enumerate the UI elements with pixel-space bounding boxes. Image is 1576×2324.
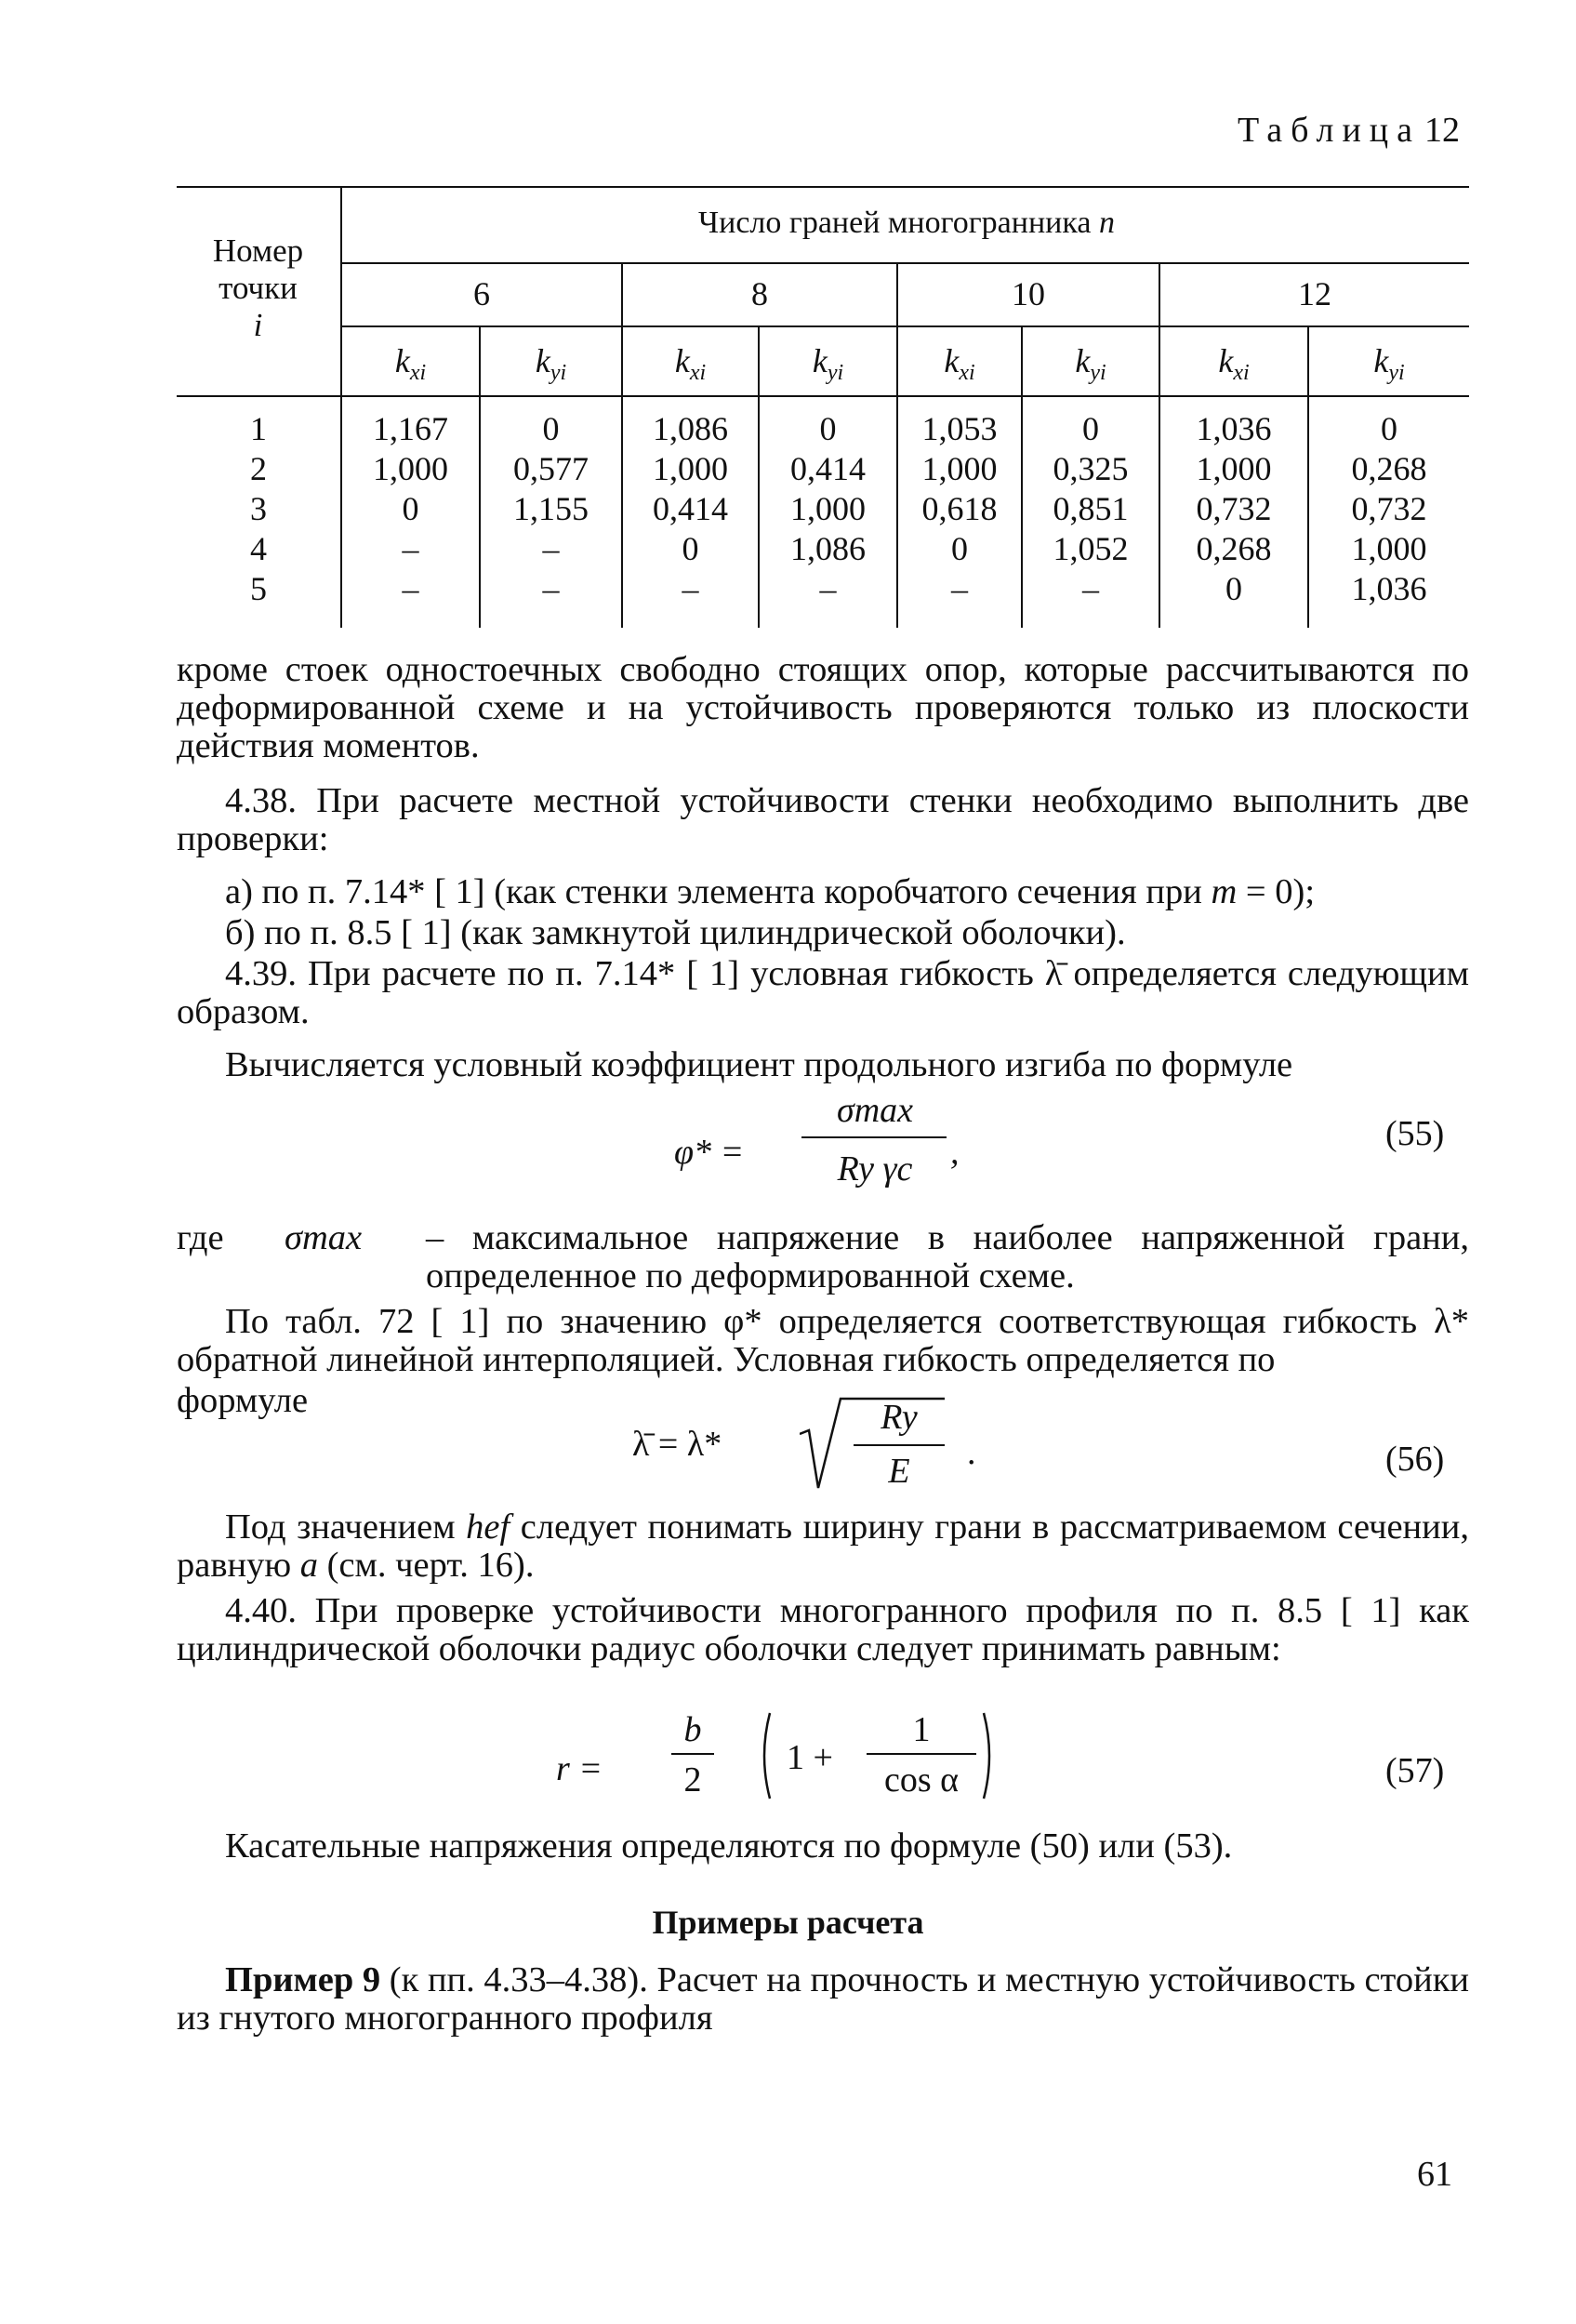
table-cell: 0 [1225,570,1242,607]
table-cell: 0,577 [513,450,589,487]
table-col-10: 10 [1012,275,1045,312]
table-cell: – [951,570,968,607]
table-row-number: 4 [250,530,267,567]
table-cell: – [1082,570,1099,607]
table-row-number: 2 [250,450,267,487]
formula-57-cos: cos α [883,1760,960,1799]
table-cell: 1,167 [373,410,448,447]
formula-57-2: 2 [683,1760,702,1799]
where-word: где [177,1218,224,1257]
formula-57-bar-b2 [671,1753,714,1755]
table-cell: 1,000 [1196,450,1272,487]
table-cell: 0,414 [790,450,866,487]
formula-55-comma: , [950,1133,960,1172]
table-cell: 1,036 [1351,570,1427,607]
paragraph-example-9: Пример 9 (к пп. 4.33–4.38). Расчет на прочность и местную устойчивость стойки из гнутого многогранного профиля [177,1960,1470,2038]
table-cell: 1,036 [1196,410,1272,447]
table-cell: – [819,570,837,607]
formula-57-one-plus: 1 + [787,1738,833,1777]
table-head-faces-count: Число граней многогранника n [698,206,1115,240]
table-cell: 1,000 [1351,530,1427,567]
table-cell: 0,851 [1053,490,1129,527]
table-subhead-kx: $k_{xi}$ [1218,342,1250,386]
where-symbol: σmax [285,1218,363,1257]
table-cell: 0 [402,490,419,527]
formula-56-bar [854,1444,945,1446]
page-number: 61 [1417,2155,1452,2194]
table-subhead-kx: $k_{xi}$ [394,342,427,386]
table-cell: 0 [951,530,968,567]
table-subhead-ky: $k_{yi}$ [1075,342,1106,386]
table-cell: 0 [819,410,837,447]
formula-55-number: (55) [1385,1114,1445,1153]
table-col-8: 8 [751,275,768,312]
formula-56-number: (56) [1385,1440,1445,1479]
formula-56-numerator: Ry [881,1398,918,1437]
paragraph-4-38: 4.38. При расчете местной устойчивости стенки необходимо выполнить две проверки: [177,781,1469,858]
formula-55-denominator: Ry γc [837,1149,913,1189]
table-cell: 1,086 [653,410,728,447]
paragraph-check-b: б) по п. 8.5 [ 1] (как замкнутой цилиндрической оболочки). [225,913,1126,952]
table-cell: 0,268 [1351,450,1427,487]
table-row-number: 5 [250,570,267,607]
formula-57-1: 1 [912,1710,931,1749]
formula-57-right-bracket [980,1709,999,1802]
table-cell: 0,732 [1351,490,1427,527]
table-head-point-number: Номер точки i [212,232,304,343]
table-cell: – [402,570,419,607]
table-subhead-ky: $k_{yi}$ [812,342,844,386]
paragraph-shear: Касательные напряжения определяются по формуле (50) или (53). [225,1826,1233,1866]
where-description: – максимальное напряжение в наиболее напряженной грани, определенное по деформированной схеме. [426,1218,1469,1295]
table-cell: – [402,530,419,567]
table-subhead-kx: $k_{xi}$ [674,342,707,386]
formula-57-number: (57) [1385,1751,1445,1790]
table-cell: 1,053 [921,410,998,447]
formula-55-bar [801,1136,947,1138]
formula-56-denominator: E [888,1452,910,1491]
table-col-12: 12 [1298,275,1331,312]
formula-56-dot: . [967,1433,976,1472]
paragraph-interpolation: По табл. 72 [ 1] по значению φ* определяется соответствующая гибкость λ* обратной линейной интерполяцией. Условная гибкость определяется по [177,1302,1469,1379]
table-cell: – [682,570,699,607]
table-cell: – [542,530,560,567]
table-cell: 0,325 [1053,450,1129,487]
table-cell: 1,000 [790,490,866,527]
formula-57-lhs: r = [556,1749,603,1788]
paragraph-formula-intro: Вычисляется условный коэффициент продольного изгиба по формуле [225,1045,1293,1084]
table-caption-word: Таблица [1237,111,1421,150]
table-cell: 0,268 [1196,530,1272,567]
table-subhead-kx: $k_{xi}$ [944,342,975,386]
table-cell: 1,000 [653,450,728,487]
table-cell: 0 [542,410,560,447]
paragraph-interpolation-end: формуле [177,1381,309,1420]
table-subhead-ky: $k_{yi}$ [1373,342,1405,386]
table-caption [1238,110,1460,151]
table-cell: 0,618 [921,490,998,527]
paragraph-4-40: 4.40. При проверке устойчивости многогранного профиля по п. 8.5 [ 1] как цилиндрической оболочки радиус оболочки следует принимать равным: [177,1591,1469,1668]
formula-55-numerator: σmax [836,1091,914,1130]
table-cell: 0,414 [653,490,728,527]
paragraph-check-a: а) по п. 7.14* [ 1] (как стенки элемента коробчатого сечения при m = 0); [225,872,1316,911]
table-cell: 0 [1082,410,1099,447]
table-cell: 0 [1381,410,1397,447]
formula-57-left-bracket [755,1709,774,1802]
table-cell: 1,052 [1053,530,1129,567]
coefficients-table [177,186,1469,628]
table-cell: 1,086 [790,530,866,567]
paragraph-4-39: 4.39. При расчете по п. 7.14* [ 1] условная гибкость λ̄ определяется следующим образом. [177,954,1469,1031]
table-caption-number: 12 [1424,111,1460,150]
table-cell: – [542,570,560,607]
section-heading: Примеры расчета [652,1904,924,1941]
paragraph-hef: Под значением hef следует понимать ширину грани в рассматриваемом сечении, равную a (см. черт. 16). [177,1507,1469,1585]
table-cell: 0 [682,530,699,567]
formula-57-b: b [683,1710,702,1749]
formula-57-bar-cos [867,1753,976,1755]
table-col-6: 6 [473,275,490,312]
formula-56-lhs: λ̄ = λ* [632,1425,722,1464]
table-subhead-ky: $k_{yi}$ [535,342,567,386]
table-cell: 0,732 [1196,490,1272,527]
formula-55-lhs: φ* = [674,1133,745,1172]
paragraph-continuation: кроме стоек одностоечных свободно стоящих опор, которые рассчитываются по деформированной схеме и на устойчивость проверяются только из плоскости действия моментов. [177,650,1469,765]
table-cell: 1,000 [921,450,998,487]
table-row-number: 1 [250,410,267,447]
table-row-number: 3 [250,490,267,527]
table-cell: 1,155 [513,490,589,527]
table-cell: 1,000 [373,450,448,487]
